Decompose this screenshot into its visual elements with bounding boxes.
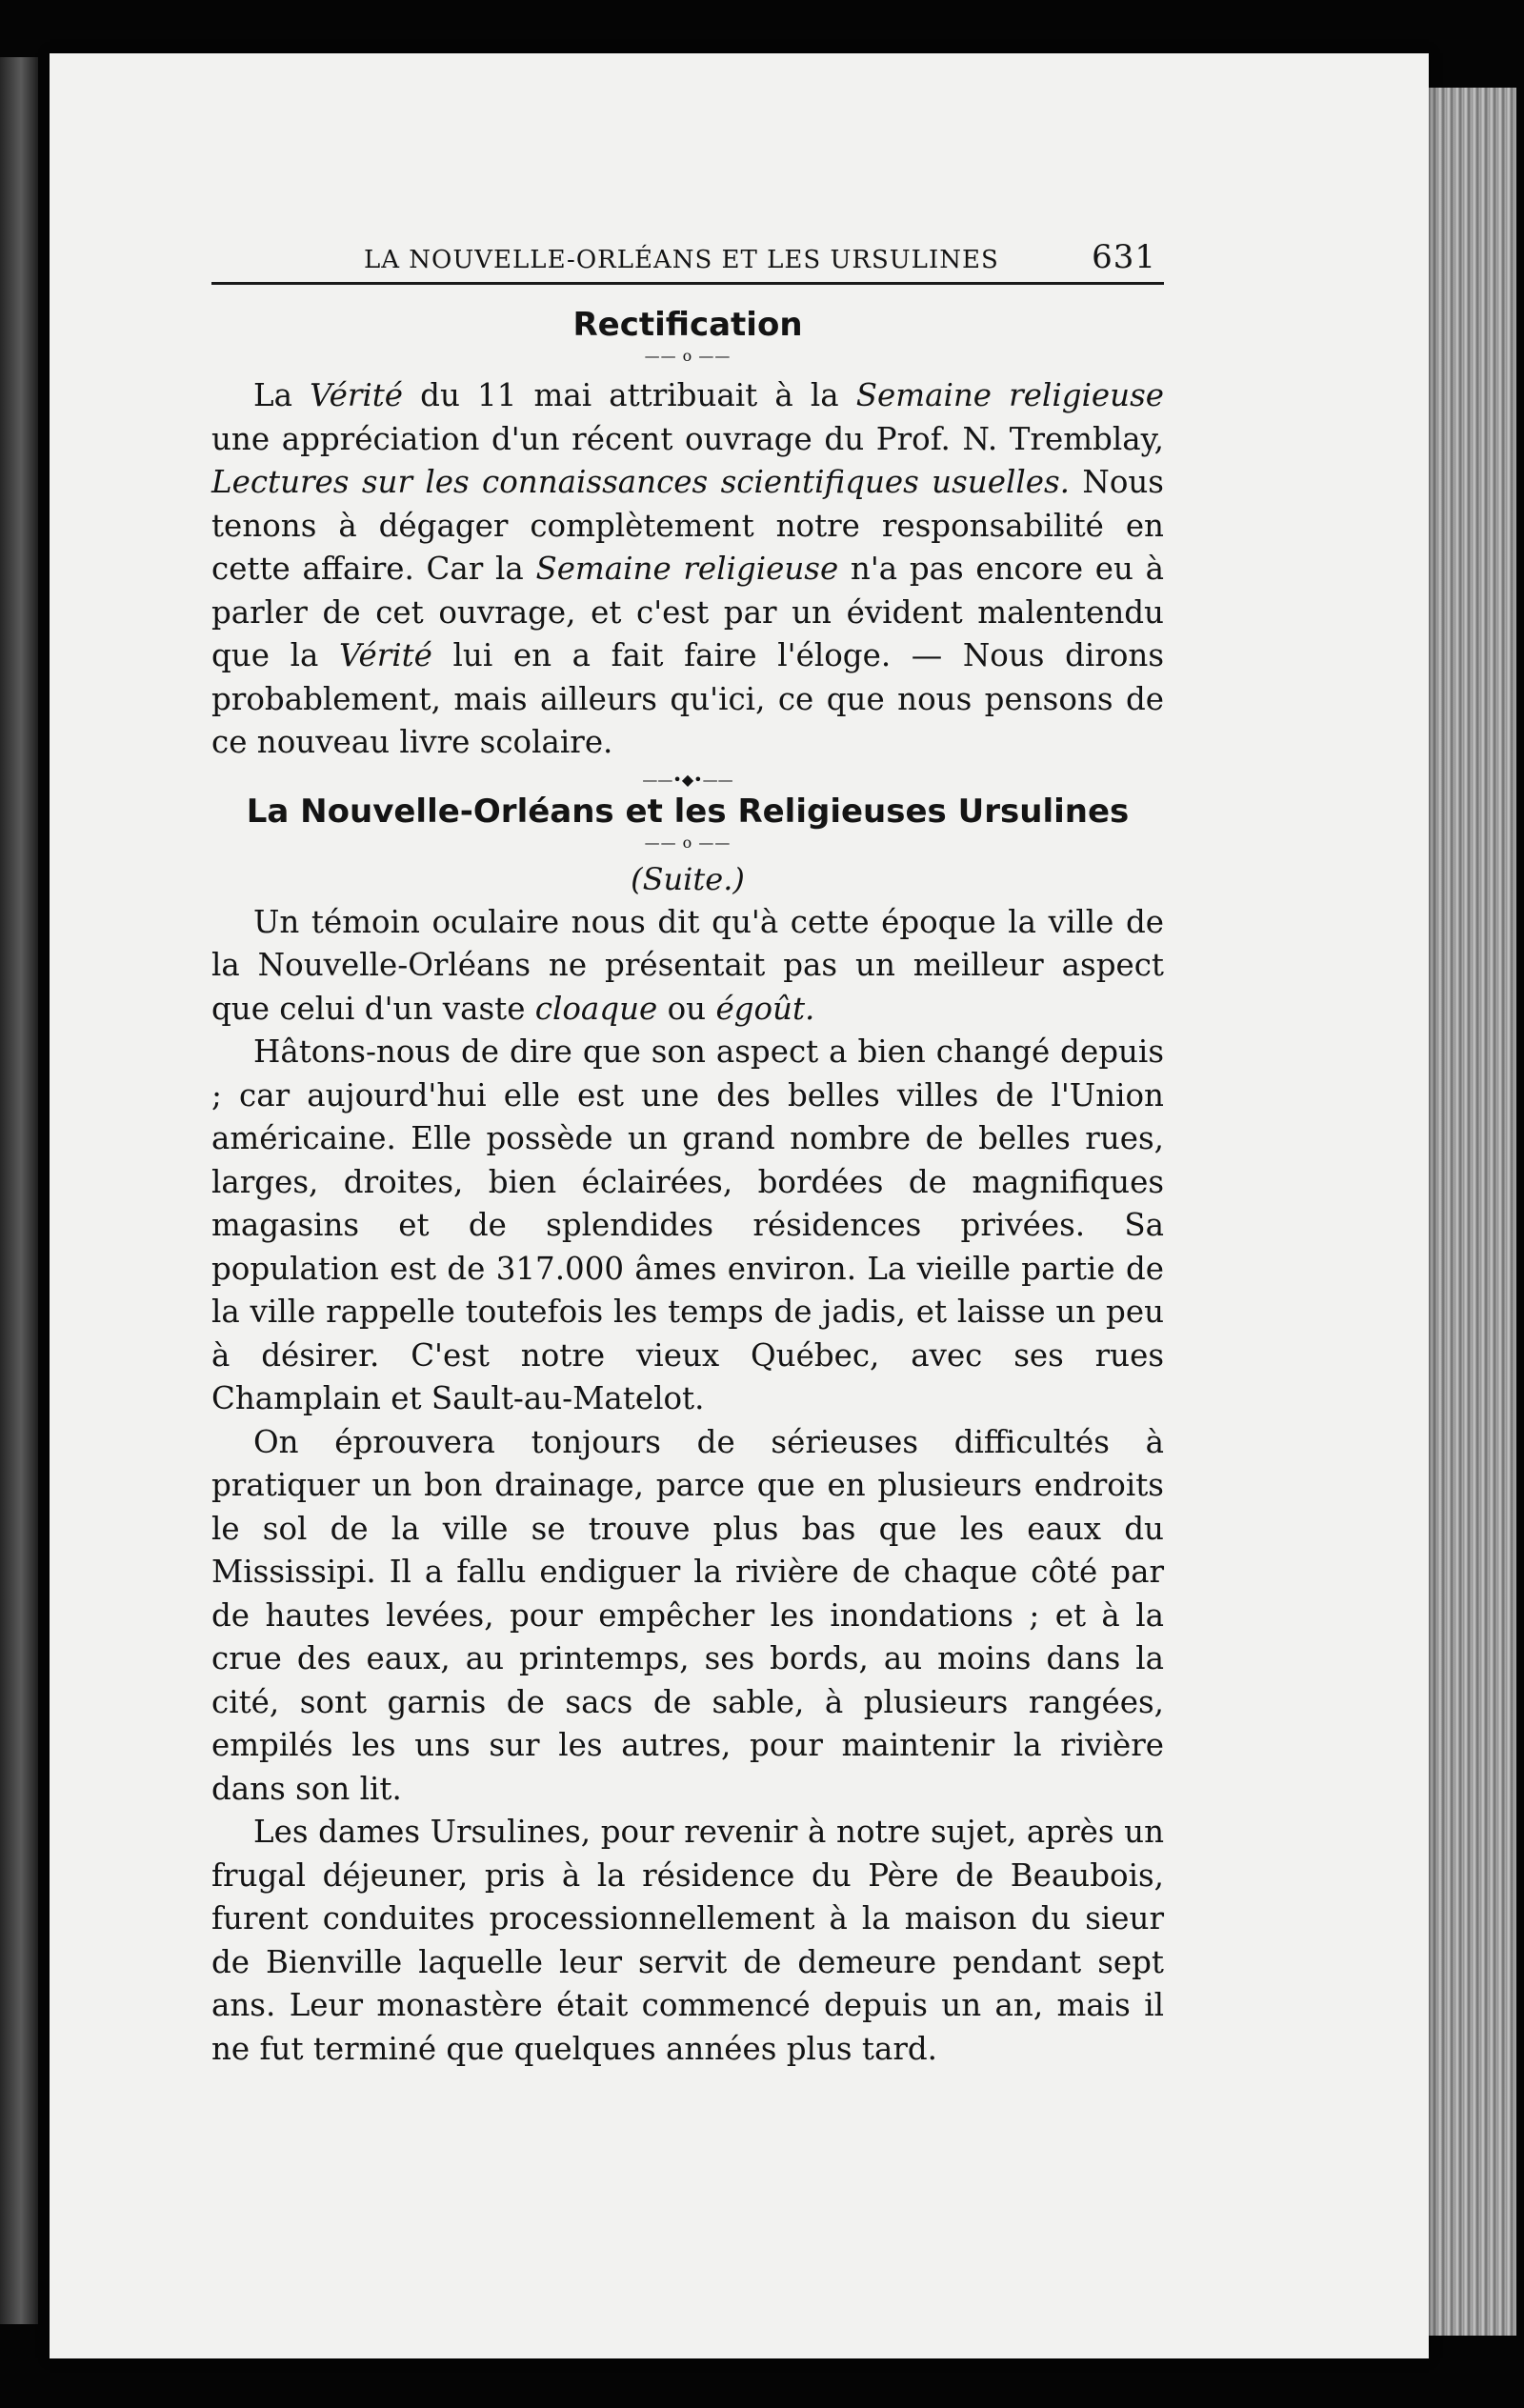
title-ornament: —— o —— — [644, 833, 732, 852]
text-run: La — [253, 377, 311, 413]
rectification-paragraph — [211, 374, 1164, 765]
text-run: lui en a fait faire l'éloge. — Nous dirons probablement, mais ailleurs qu'ici, ce que nous pensons de ce nouveau livre scolaire. — [211, 637, 1164, 760]
italic-run: égoût. — [715, 990, 815, 1027]
header-rule — [211, 282, 1164, 285]
italic-run: Lectures sur les connaissances scientifiques usuelles. — [211, 464, 1070, 500]
section-title-ursulines: La Nouvelle-Orléans et les Religieuses Ursulines — [246, 792, 1130, 831]
italic-run: Semaine religieuse — [535, 551, 839, 587]
section-title-rectification: Rectification — [572, 306, 803, 344]
text-run: n'a pas encore eu à parler de cet ouvrage, et c'est par un évident malentendu que la — [211, 551, 1165, 673]
italic-run: cloaque — [534, 990, 658, 1027]
running-title: LA NOUVELLE-ORLÉANS ET LES URSULINES — [364, 246, 999, 274]
italic-run: Semaine religieuse — [855, 377, 1164, 413]
text-run: ou — [657, 990, 716, 1027]
paragraph-2: Hâtons-nous de dire que son aspect a bien changé depuis ; car aujourd'hui elle est une des belles villes de l'Union américaine. Elle possède un grand nombre de belles rues, larges, droites, bien éclairées, bordées de magnifiques magasins et de splendides résidences privées. Sa population est de 317.000 âmes environ. La vieille partie de la ville rappelle toutefois les temps de jadis, et laisse un peu à désirer. C'est notre vieux Québec, avec ses rues Champlain et Sault-au-Matelot. — [211, 1033, 1164, 1416]
text-run: du 11 mai attribuait à la — [403, 377, 856, 413]
text-run: Nous tenons à dégager complètement notre responsabilité en cette affaire. Car la — [211, 464, 1164, 587]
page-number: 631 — [1092, 238, 1156, 276]
text-run: une appréciation d'un récent ouvrage du Prof. N. Tremblay, — [211, 420, 1164, 457]
text-run: Un témoin oculaire nous dit qu'à cette époque la ville de la Nouvelle-Orléans ne présentait pas un meilleur aspect que celui d'un vaste — [211, 903, 1164, 1027]
italic-run: Vérité — [338, 637, 432, 673]
title-ornament: —— o —— — [644, 347, 732, 365]
book-spine-edge — [0, 57, 38, 2324]
paragraph-4: Les dames Ursulines, pour revenir à notre sujet, après un frugal déjeuner, pris à la résidence du Père de Beaubois, furent conduites processionnellement à la maison du sieur de Bienville laquelle leur servit de demeure pendant sept ans. Leur monastère était commencé depuis un an, mais il ne fut terminé que quelques années plus tard. — [211, 1814, 1164, 2067]
paragraph-1 — [211, 901, 1164, 1032]
italic-run: Vérité — [310, 377, 404, 413]
section-divider: ——•◆•—— — [642, 770, 733, 789]
section-subtitle: (Suite.) — [631, 860, 745, 897]
paragraph-3: On éprouvera tonjours de sérieuses difficultés à pratiquer un bon drainage, parce que en plusieurs endroits le sol de la ville se trouve plus bas que les eaux du Mississipi. Il a fallu endiguer la rivière de chaque côté par de hautes levées, pour empêcher les inondations ; et à la crue des eaux, au printemps, ses bords, au moins dans la cité, sont garnis de sacs de sable, à plusieurs rangées, empilés les uns sur les autres, pour maintenir la rivière dans son lit. — [211, 1423, 1164, 1807]
running-header — [211, 238, 1164, 276]
page-edges-stack — [1429, 88, 1516, 2336]
text-block — [211, 238, 1164, 2071]
